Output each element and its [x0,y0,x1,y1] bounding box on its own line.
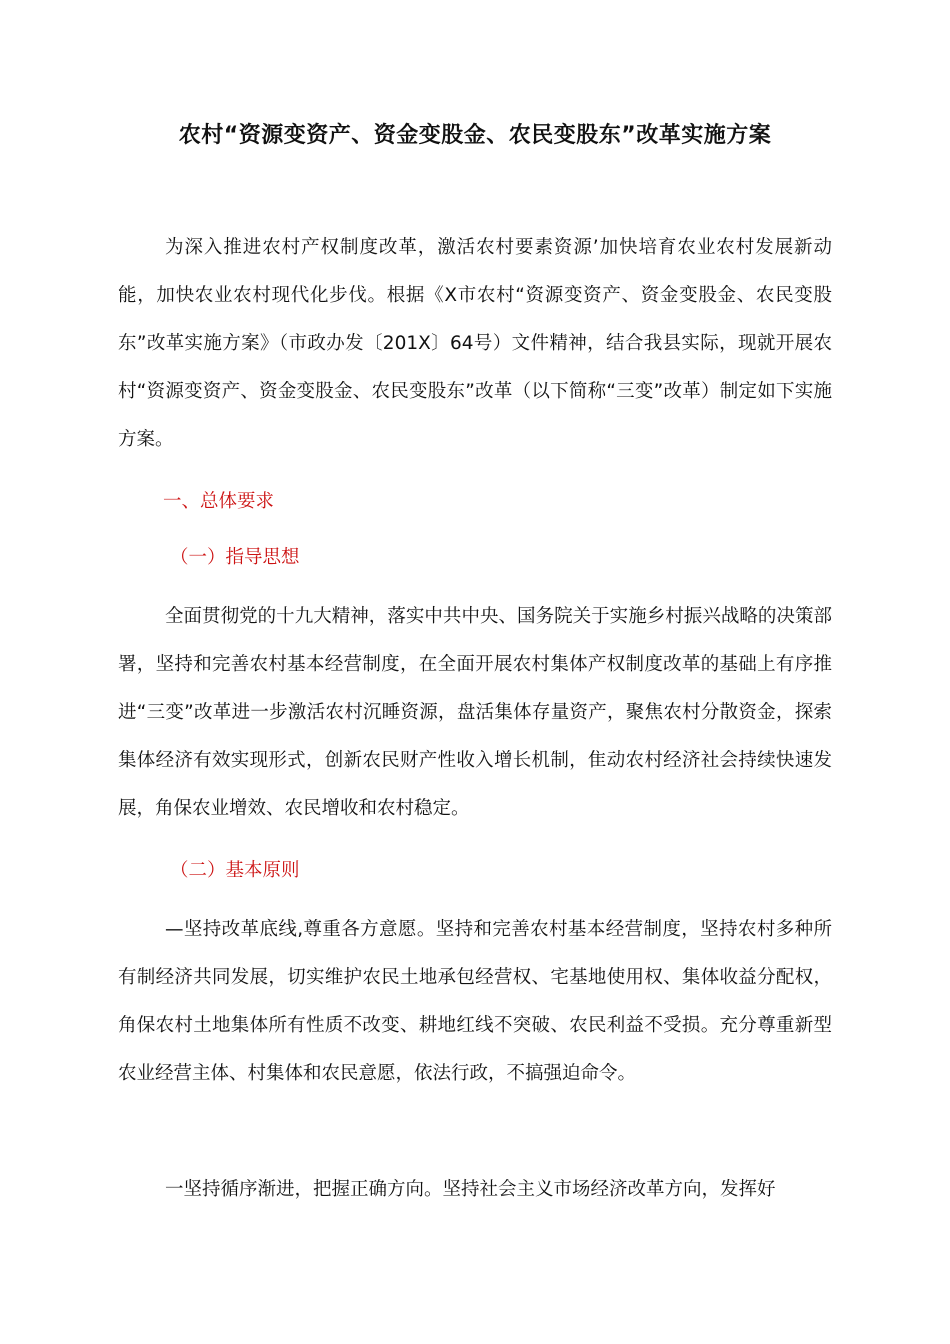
subsection-heading-guiding-ideology: （一）指导思想 [170,547,300,568]
guiding-ideology-paragraph: 全面贯彻党的十九大精神，落实中共中央、国务院关于实施乡村振兴战略的决策部署，坚持和完善农村基本经营制度，在全面开展农村集体产权制度改革的基础上有序推进“三变”改革进一步激活农村沉睡资源，盘活集体存量资产，聚焦农村分散资金，探索集体经济有效实现形式，创新农民财产性收入增长机制，隹动农村经济社会持续快速发展，角保农业增效、农民增收和农村稳定。 [118,606,832,819]
intro-paragraph: 为深入推进农村产权制度改革，激活农村要素资源’加快培育农业农村发展新动能，加快农业农村现代化步伐。根据《X市农村“资源变资产、资金变股金、农民变股东”改革实施方案》（市政办发〔201X〕64号）文件精神，结合我县实际，现就开展农村“资源变资产、资金变股金、农民变股东”改革（以下简称“三变”改革）制定如下实施方案。 [118,237,832,450]
subsection-heading-basic-principles: （二）基本原则 [170,860,300,881]
document-title: 农村“资源变资产、资金变股金、农民变股东”改革实施方案 [178,123,772,148]
principle-paragraph-1: —坚持改革底线,尊重各方意愿。坚持和完善农村基本经营制度，坚持农村多种所有制经济共同发展，切实维护农民土地承包经营权、宅基地使用权、集体收益分配权，角保农村土地集体所有性质不改变、耕地红线不突破、农民利益不受损。充分尊重新型农业经营主体、村集体和农民意愿，依法行政，不搞强迫命令。 [118,919,832,1084]
section-heading-general-requirements: 一、总体要求 [163,491,275,512]
principle-paragraph-2: 一坚持循序渐进，把握正确方向。坚持社会主义市场经济改革方向，发挥好 [165,1179,776,1200]
